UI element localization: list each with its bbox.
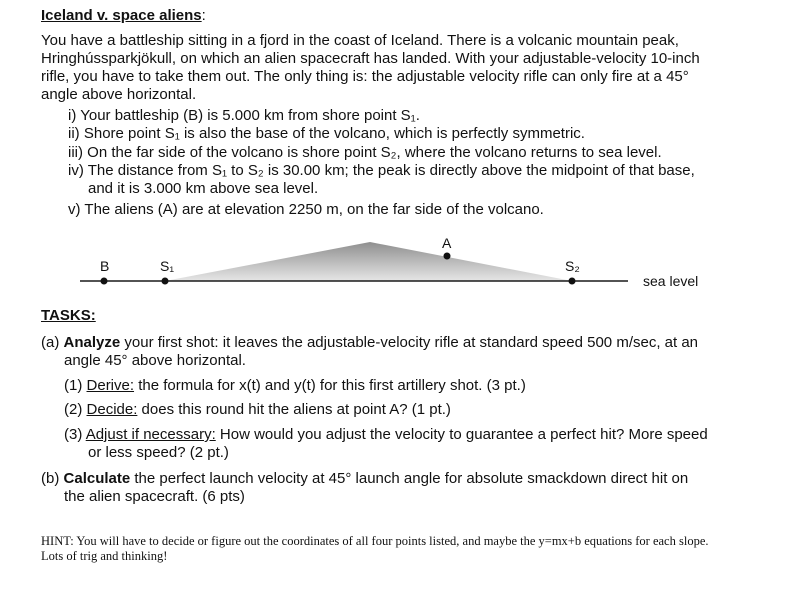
subtask-item xyxy=(64,377,526,395)
problem-title-row xyxy=(41,7,206,25)
intro-line: Hringhússparkjökull, on which an alien spacecraft has landed. With your adjustable-velocity 10-inch xyxy=(41,50,700,67)
volcano-diagram xyxy=(0,228,800,300)
subtask-number: (2) xyxy=(64,401,83,418)
label-s1: S₁ xyxy=(160,258,175,274)
subtask-text-continued: or less speed? (2 pt.) xyxy=(88,444,229,461)
label-b: B xyxy=(100,258,110,274)
label-s2: S₂ xyxy=(565,258,580,274)
task-b-line xyxy=(41,470,688,488)
fact-item xyxy=(68,162,695,180)
task-b-verb: Calculate xyxy=(63,470,131,487)
problem-title: Iceland v. space aliens xyxy=(41,7,202,24)
fact-item xyxy=(68,107,420,125)
subtask-keyword: Adjust if necessary: xyxy=(85,426,216,443)
task-a-text-continued: angle 45° above horizontal. xyxy=(64,352,246,369)
subtask-number: (3) xyxy=(64,426,83,443)
fact-text: The aliens (A) are at elevation 2250 m, on the far side of the volcano. xyxy=(84,201,544,218)
subtask-text: does this round hit the aliens at point A? (1 pt.) xyxy=(141,401,451,418)
shore-point-s2 xyxy=(569,278,576,285)
fact-item xyxy=(68,144,662,162)
label-a: A xyxy=(442,235,452,251)
task-a-verb: Analyze xyxy=(63,334,121,351)
task-a-text: your first shot: it leaves the adjustable-velocity rifle at standard speed 500 m/sec, at an xyxy=(124,334,699,351)
subtask-text: the formula for x(t) and y(t) for this first artillery shot. (3 pt.) xyxy=(138,377,526,394)
alien-point xyxy=(444,253,451,260)
title-colon: : xyxy=(201,7,206,24)
fact-label: ii) xyxy=(68,125,80,142)
intro-line: You have a battleship sitting in a fjord in the coast of Iceland. There is a volcanic mountain peak, xyxy=(41,32,679,49)
fact-text: Your battleship (B) is 5.000 km from shore point S₁. xyxy=(80,107,420,124)
task-a-line xyxy=(41,334,698,352)
subtask-text: How would you adjust the velocity to guarantee a perfect hit? More speed xyxy=(219,426,708,443)
fact-label: i) xyxy=(68,107,77,124)
subtask-number: (1) xyxy=(64,377,83,394)
fact-item xyxy=(68,201,544,219)
intro-line: rifle, you have to take them out. The only thing is: the adjustable velocity rifle can only fire at a 45° xyxy=(41,68,689,85)
intro-line: angle above horizontal. xyxy=(41,86,197,103)
subtask-item xyxy=(64,401,451,419)
fact-text: On the far side of the volcano is shore point S₂, where the volcano returns to sea level. xyxy=(87,144,662,161)
subtask-keyword: Decide: xyxy=(86,401,138,418)
subtask-keyword: Derive: xyxy=(86,377,135,394)
fact-text: The distance from S₁ to S₂ is 30.00 km; the peak is directly above the midpoint of that base, xyxy=(87,162,695,179)
task-b-prefix: (b) xyxy=(41,470,60,487)
fact-label: iv) xyxy=(68,162,84,179)
shore-point-s1 xyxy=(162,278,169,285)
fact-label: iii) xyxy=(68,144,83,161)
tasks-heading: TASKS: xyxy=(41,307,96,324)
task-b-text: the perfect launch velocity at 45° launch angle for absolute smackdown direct hit on xyxy=(134,470,689,487)
task-b-text-continued: the alien spacecraft. (6 pts) xyxy=(64,488,245,505)
sea-level-label: sea level xyxy=(643,273,699,289)
volcano-shape xyxy=(165,242,572,281)
fact-text-continued: and it is 3.000 km above sea level. xyxy=(88,180,319,197)
fact-text: Shore point S₁ is also the base of the volcano, which is perfectly symmetric. xyxy=(83,125,585,142)
subtask-item xyxy=(64,426,708,444)
fact-item xyxy=(68,125,585,143)
battleship-point xyxy=(101,278,108,285)
fact-label: v) xyxy=(68,201,81,218)
hint-line: Lots of trig and thinking! xyxy=(41,549,168,563)
task-a-prefix: (a) xyxy=(41,334,60,351)
hint-line: HINT: You will have to decide or figure out the coordinates of all four points listed, and maybe the y=mx+b equations for each slope. xyxy=(41,534,709,548)
